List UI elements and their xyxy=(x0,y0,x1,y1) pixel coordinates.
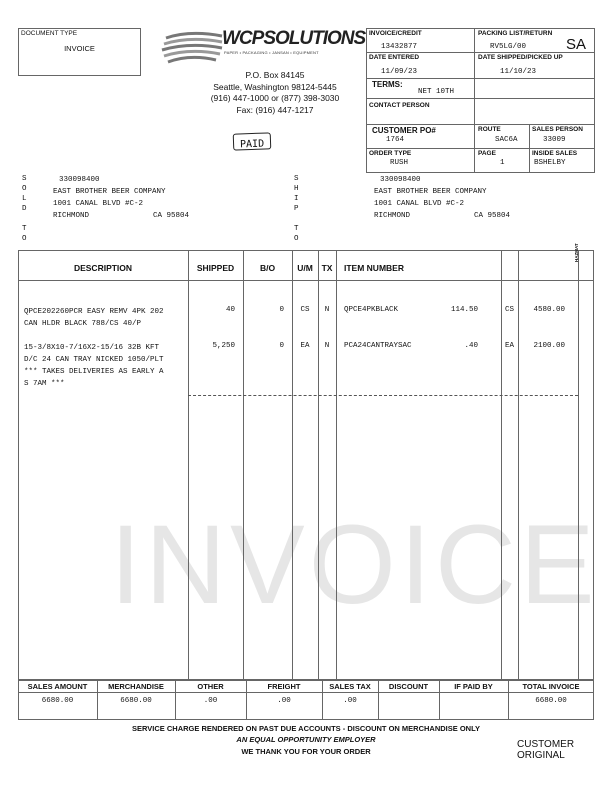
address-line: P.O. Box 84145 xyxy=(245,70,305,80)
ship-to-city: RICHMOND xyxy=(374,212,411,220)
line-item-tax: N xyxy=(324,342,330,350)
line-item-number: QPCE4PKBLACK xyxy=(344,306,399,314)
line-item-description: 15-3/8X10-7/16X2-15/16 32B KFT D/C 24 CAN TRAY NICKED 1050/PLT *** TAKES DELIVERIES AS EARLY A S 7AM *** xyxy=(24,344,164,388)
ship-to-side-label: S H I P T O xyxy=(294,175,299,243)
column-unit-measure: U/M xyxy=(297,263,313,273)
merchandise-value: 6680.00 xyxy=(120,697,152,705)
inside-sales-value: BSHELBY xyxy=(534,159,566,167)
flag-logo-icon xyxy=(160,28,230,66)
line-item-shipped: 40 xyxy=(225,306,235,314)
paid-stamp xyxy=(233,132,272,150)
copy-type-line: ORIGINAL xyxy=(517,750,565,761)
discount-label: DISCOUNT xyxy=(388,682,429,691)
sales-tax-value: .00 xyxy=(343,697,357,705)
date-entered-value: 11/09/23 xyxy=(381,68,418,76)
sales-amount-label: SALES AMOUNT xyxy=(27,682,88,691)
line-item-price: .40 xyxy=(464,342,478,350)
invoice-number: 13432877 xyxy=(381,43,418,51)
route-label: ROUTE xyxy=(478,126,501,133)
other-label: OTHER xyxy=(197,682,224,691)
sold-to-street: 1001 CANAL BLVD #C-2 xyxy=(53,200,144,208)
column-hazmat: HAZMAT xyxy=(574,243,579,262)
address-line: Fax: (916) 447-1217 xyxy=(236,104,314,115)
column-backorder: B/O xyxy=(259,263,276,273)
sales-amount-value: 6680.00 xyxy=(41,697,74,705)
line-item-price-um: CS xyxy=(504,306,514,314)
invoice-credit-label: INVOICE/CREDIT xyxy=(369,30,422,37)
ship-to-account: 330098400 xyxy=(380,176,421,184)
column-shipped: SHIPPED xyxy=(196,263,235,273)
logo-name: WCPSOLUTIONS xyxy=(222,28,366,49)
date-shipped-value: 11/10/23 xyxy=(500,68,537,76)
sales-person-value: 33009 xyxy=(543,136,566,144)
date-entered-label: DATE ENTERED xyxy=(369,54,420,61)
line-item-um: EA xyxy=(300,342,310,350)
merchandise-label: MERCHANDISE xyxy=(108,682,164,691)
line-item-backorder: 0 xyxy=(279,306,284,314)
page-value: 1 xyxy=(500,159,505,167)
company-address xyxy=(180,70,370,116)
sales-person-label: SALES PERSON xyxy=(532,126,583,133)
total-invoice-label: TOTAL INVOICE xyxy=(522,682,580,691)
contact-person-label: CONTACT PERSON xyxy=(369,102,430,109)
sold-to-name: EAST BROTHER BEER COMPANY xyxy=(53,188,166,196)
line-item-price: 114.50 xyxy=(450,306,478,314)
line-item-tax: N xyxy=(324,306,330,314)
copy-type xyxy=(517,739,574,761)
terms-label: TERMS: xyxy=(372,80,403,89)
footer-thank-you: WE THANK YOU FOR YOUR ORDER xyxy=(241,747,371,756)
page-label: PAGE xyxy=(478,150,496,157)
if-paid-by-label: IF PAID BY xyxy=(454,682,493,691)
copy-type-line: CUSTOMER xyxy=(517,739,575,750)
inside-sales-label: INSIDE SALES xyxy=(532,150,578,157)
sold-to-city: RICHMOND xyxy=(53,212,90,220)
date-shipped-label: DATE SHIPPED/PICKED UP xyxy=(478,54,563,61)
sa-mark: SA xyxy=(566,36,587,53)
sold-to-account: 330098400 xyxy=(59,176,100,184)
line-item-number: PCA24CANTRAYSAC xyxy=(344,342,412,350)
line-item-um: CS xyxy=(300,306,310,314)
footer-service-charge: SERVICE CHARGE RENDERED ON PAST DUE ACCOUNTS - DISCOUNT ON MERCHANDISE ONLY xyxy=(132,724,480,733)
packing-list-label: PACKING LIST/RETURN xyxy=(478,30,553,37)
company-logo xyxy=(160,26,366,66)
line-item-description: QPCE202260PCR EASY REMV 4PK 202 CAN HLDR BLACK 788/CS 40/P xyxy=(24,308,164,328)
customer-po-value: 1764 xyxy=(386,136,405,144)
line-item-price-um: EA xyxy=(504,342,514,350)
ship-to-name: EAST BROTHER BEER COMPANY xyxy=(374,188,487,196)
freight-label: FREIGHT xyxy=(267,682,301,691)
column-tax: TX xyxy=(321,263,333,273)
terms-value: NET 10TH xyxy=(418,88,455,96)
footer-equal-opportunity: AN EQUAL OPPORTUNITY EMPLOYER xyxy=(236,735,376,744)
order-type-value: RUSH xyxy=(390,159,409,167)
column-item-number: ITEM NUMBER xyxy=(344,263,404,273)
ship-to-address xyxy=(374,174,544,222)
order-type-label: ORDER TYPE xyxy=(369,150,412,157)
address-line: (916) 447-1000 or (877) 398-3030 xyxy=(210,93,340,103)
logo-tagline: PAPER • PACKAGING • JANSAN • EQUIPMENT xyxy=(224,50,319,55)
total-invoice-value: 6680.00 xyxy=(535,697,567,705)
end-of-items-divider xyxy=(188,395,578,396)
packing-list-number: RV5LG/00 xyxy=(490,43,527,51)
other-value: .00 xyxy=(203,697,218,705)
freight-value: .00 xyxy=(277,697,291,705)
sold-to-address xyxy=(53,174,213,222)
line-item-amount: 2100.00 xyxy=(533,342,565,350)
ship-to-state-zip: CA 95804 xyxy=(474,212,511,220)
sold-to-side-label: S O L D T O xyxy=(22,175,27,243)
customer-po-label: CUSTOMER PO# xyxy=(372,126,436,135)
line-item-amount: 4580.00 xyxy=(533,306,565,314)
sold-to-state-zip: CA 95804 xyxy=(153,212,190,220)
route-value: SAC6A xyxy=(495,136,518,144)
line-item-backorder: 0 xyxy=(279,342,284,350)
address-line: Seattle, Washington 98124-5445 xyxy=(213,81,337,92)
ship-to-street: 1001 CANAL BLVD #C-2 xyxy=(374,200,465,208)
column-description: DESCRIPTION xyxy=(73,263,133,273)
sales-tax-label: SALES TAX xyxy=(329,682,371,691)
line-item-shipped: 5,250 xyxy=(212,342,235,350)
invoice-watermark: INVOICE xyxy=(110,502,599,627)
document-type-label: DOCUMENT TYPE xyxy=(21,30,78,37)
document-type-value: INVOICE xyxy=(64,44,95,53)
paid-stamp-text: PAID xyxy=(239,138,265,151)
